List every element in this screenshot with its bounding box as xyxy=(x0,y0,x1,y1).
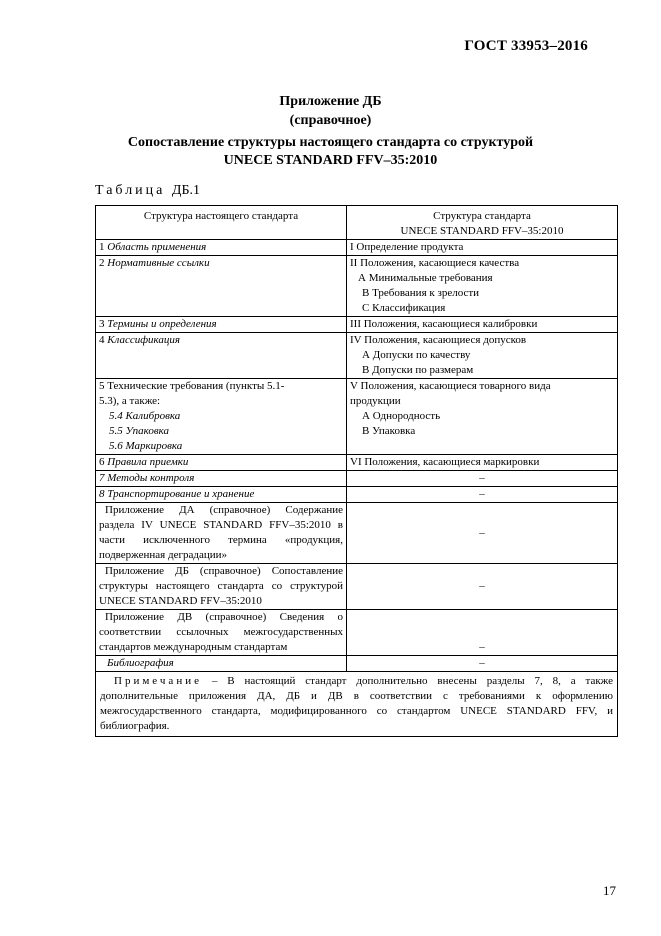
annex-title: Приложение ДБ xyxy=(279,94,382,109)
left-cell: 5 Технические требования (пункты 5.1- 5.3), а также: 5.4 Калибровка 5.5 Упаковка 5.6 Маркировка xyxy=(96,379,347,455)
table-label-number: ДБ.1 xyxy=(171,183,200,198)
right-cell: – xyxy=(347,656,618,672)
table-row xyxy=(96,455,618,471)
left-cell: Приложение ДБ (справочное) Сопоставление структуры настоящего стандарта со структурой UNECE STANDARD FFV–35:2010 xyxy=(96,564,347,610)
table-row xyxy=(96,471,618,487)
left-cell: Библиография xyxy=(96,656,347,672)
heading-line-1: Сопоставление структуры настоящего стандарта со структурой xyxy=(127,135,534,150)
table-row xyxy=(96,656,618,672)
col2-header: Структура стандарта UNECE STANDARD FFV–35:2010 xyxy=(347,206,618,240)
table-row xyxy=(96,564,618,610)
col1-header: Структура настоящего стандарта xyxy=(96,206,347,240)
table-note-row xyxy=(96,672,618,737)
left-cell: Приложение ДВ (справочное) Сведения о соответствии ссылочных межгосударственных стандартов международным стандартам xyxy=(96,610,347,656)
left-cell: 3 Термины и определения xyxy=(96,317,347,333)
table-row xyxy=(96,333,618,379)
left-cell: 2 Нормативные ссылки xyxy=(96,256,347,317)
page-number: 17 xyxy=(603,883,616,898)
right-cell: IV Положения, касающиеся допусков А Допуски по качеству В Допуски по размерам xyxy=(347,333,618,379)
right-cell: – xyxy=(347,610,618,656)
right-cell: – xyxy=(347,503,618,564)
heading-line-2: UNECE STANDARD FFV–35:2010 xyxy=(223,153,438,168)
table-row xyxy=(96,317,618,333)
structure-comparison-table xyxy=(95,205,618,737)
right-cell: V Положения, касающиеся товарного вида продукции А Однородность В Упаковка xyxy=(347,379,618,455)
right-cell: III Положения, касающиеся калибровки xyxy=(347,317,618,333)
table-note xyxy=(96,672,618,737)
right-cell: VI Положения, касающиеся маркировки xyxy=(347,455,618,471)
right-cell: – xyxy=(347,487,618,503)
left-cell: 4 Классификация xyxy=(96,333,347,379)
note-label: Примечание xyxy=(114,675,202,687)
annex-kind: (справочное) xyxy=(289,113,372,128)
table-row xyxy=(96,610,618,656)
right-cell: – xyxy=(347,471,618,487)
left-cell: Приложение ДА (справочное) Содержание раздела IV UNECE STANDARD FFV–35:2010 в части исключенного термина «продукция, подверженная деградации» xyxy=(96,503,347,564)
left-cell: 8 Транспортирование и хранение xyxy=(96,487,347,503)
table-row xyxy=(96,240,618,256)
table-row xyxy=(96,503,618,564)
document-code: ГОСТ 33953–2016 xyxy=(464,38,588,54)
table-header-row xyxy=(96,206,618,240)
left-cell: 6 Правила приемки xyxy=(96,455,347,471)
table-row xyxy=(96,487,618,503)
table-row xyxy=(96,256,618,317)
table-label-word: Таблица xyxy=(95,183,166,198)
table-label xyxy=(95,183,200,199)
left-cell: 1 Область применения xyxy=(96,240,347,256)
left-cell: 7 Методы контроля xyxy=(96,471,347,487)
right-cell: – xyxy=(347,564,618,610)
note-text: – В настоящий стандарт дополнительно внесены разделы 7, 8, а также дополнительные приложения ДА, ДБ и ДВ в соответствии с требованиями к оформлению межгосударственного стандарта, модифицированного со стандартом UNECE STANDARD FFV, и библиография. xyxy=(100,675,614,732)
table-row xyxy=(96,379,618,455)
right-cell: I Определение продукта xyxy=(347,240,618,256)
right-cell: II Положения, касающиеся качества А Минимальные требования В Требования к зрелости С Классификация xyxy=(347,256,618,317)
